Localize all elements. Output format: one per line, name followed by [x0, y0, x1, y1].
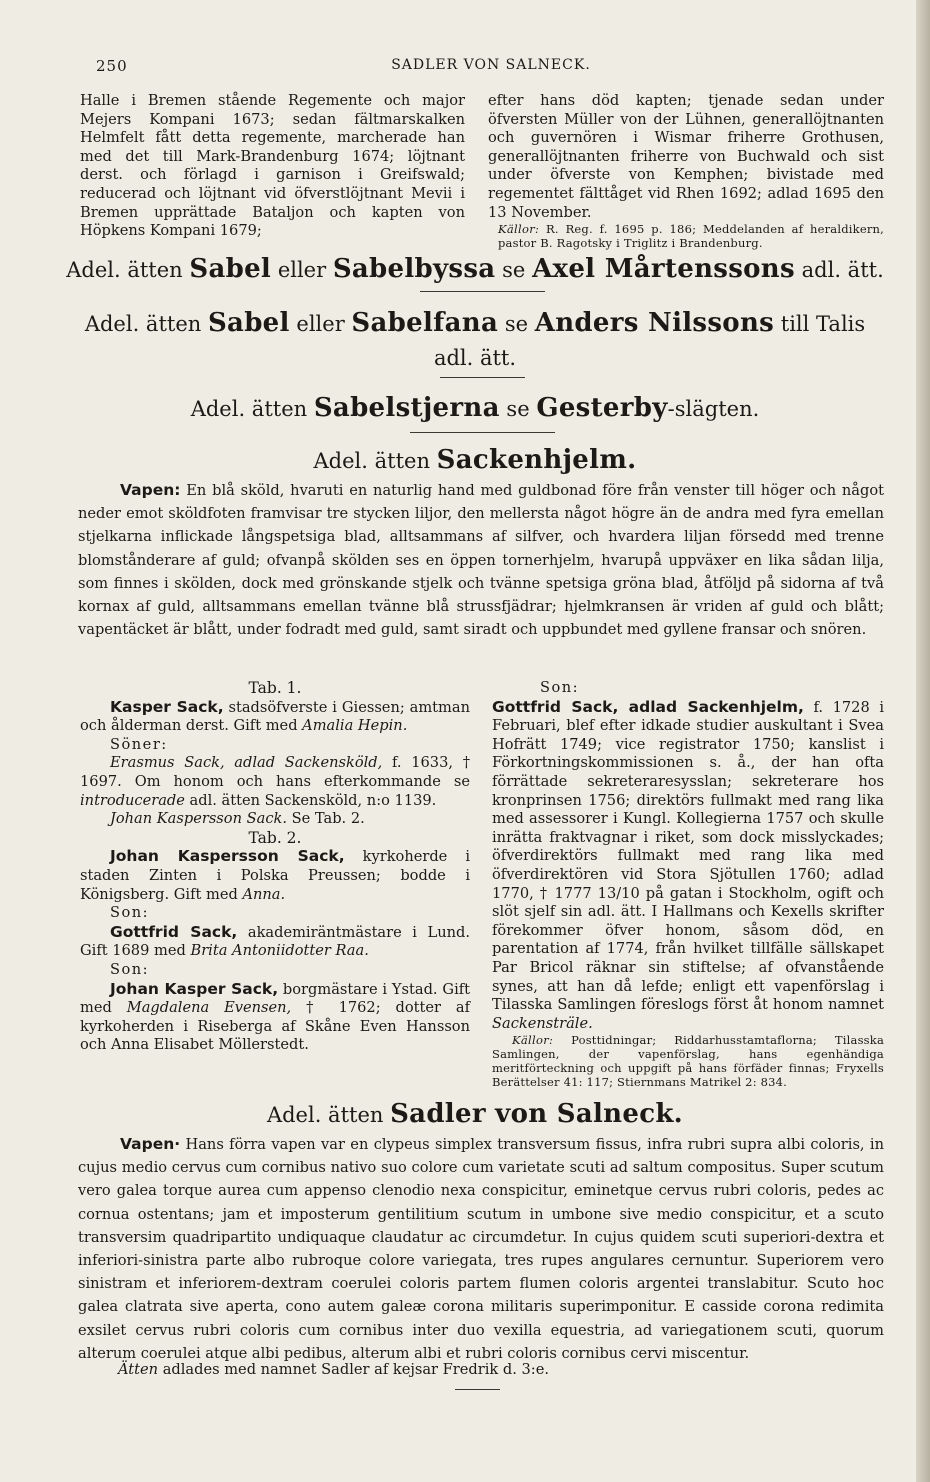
son-label-2: Son: [110, 960, 150, 978]
gottfrid-sack-lund-entry: Gottfrid Sack, akademiräntmästare i Lund. Gift 1689 med Brita Antoniidotter Raa. [80, 922, 471, 960]
son-label-1: Son: [110, 904, 150, 922]
sackenhjelm-vapen [78, 479, 884, 641]
erasmus-entry: Erasmus Sack, adlad Sackensköld, f. 1633, † 1697. Om honom och hans efterkommande se introducerade adl. ätten Sackensköld, n:o 1139. [80, 754, 471, 809]
sackenhjelm-left-column [80, 679, 470, 1055]
top-right-text: efter hans död kapten; tjenade sedan under öfversten Müller von der Lühnen, generallöjtnanten och guvernören i Wismar friherre Grothusen, generallöjtnanten friherre von Buchwald och sist under öfverste von Kemphen; bivistade med regementet fälttåget vid Rhen 1692; adlad 1695 den 13 November. [488, 92, 884, 221]
gottfrid-sackenhjelm-entry: Gottfrid Sack, adlad Sackenhjelm, f. 1728 i Februari, blef efter idkade studier auskultant i Svea Hofrätt 1749; vice registrator 1750; kanslist i Förkortningskommissionen s. å., der han ofta förrättade sekreteraresysslan; sekreterare hos kronprinsen 1756; direktörs fullmakt med rang lika med assessorer i Kungl. Kollegierna 1757 och skulle inrätta fraktvagnar i riket, som dock misslyckades; öfverdirektörs fullmakt med rang lika med öfverdirektören vid Stora Sjötullen 1760; adlad 1770, † 1777 13/10 på gatan i Stockholm, ogift och slöt sjelf sin adl. ätt. I Hallmans och Kexells skrifter förekommer öfver honom, såsom död, en parentation af 1774, från hvilket tillfälle sällskapet Par Bricol räknar sin stiftelse; af ofvanstående synes, att han då lefde; enligt ett vapenförslag i Tilasska Samlingen föreslogs först åt honom namnet Sackensträle. [492, 697, 884, 1032]
page-number: 250 [96, 57, 128, 75]
ref-sabel-sabelbyssa: Adel. ätten Sabel eller Sabelbyssa se Axel Mårtenssons adl. ätt. [66, 254, 884, 284]
running-title: SADLER VON SALNECK. [391, 57, 591, 73]
kasper-sack-entry: Kasper Sack, stadsöfverste i Giessen; amtman och ålderman derst. Gift med Amalia Hepin. [80, 697, 470, 735]
divider [455, 1389, 500, 1390]
heading-sadler: Adel. ätten Sadler von Salneck. [266, 1099, 684, 1129]
son-label-right: Son: [540, 679, 580, 696]
ref-sabelstjerna: Adel. ätten Sabelstjerna se Gesterby-slägten. [190, 393, 760, 423]
johan-sack-entry: Johan Kaspersson Sack, kyrkoherde i staden Zinten i Polska Preussen; bodde i Königsberg. Gift med Anna. [80, 847, 470, 903]
divider [440, 377, 525, 378]
page-edge [916, 0, 930, 1482]
sackenhjelm-sources: Källor: Posttidningar; Riddarhusstamtaflorna; Tilasska Samlingen, der vapenförslag, hans egenhändiga meritförteckning och uppgift på hans förfäder finnas; Fryxells Berättelser 41: 117; Stiernmans Matrikel 2: 834. [492, 1033, 884, 1090]
vapen-label: Vapen· [120, 1135, 181, 1153]
sadler-note: Ätten adlades med namnet Sadler af kejsar Fredrik d. 3:e. [118, 1361, 549, 1378]
soner-label: Söner: [110, 735, 168, 753]
top-left-column [80, 92, 465, 241]
top-right-sources: Källor: R. Reg. f. 1695 p. 186; Meddelanden af heraldikern, pastor B. Ragotsky i Triglitz i Brandenburg. [498, 222, 884, 251]
ref-sabel-sabelfana: Adel. ätten Sabel eller Sabelfana se Anders Nilssons till Talis adl. ätt. [84, 308, 866, 370]
tab-2-label: Tab. 2. [248, 828, 302, 847]
sackenhjelm-right-column [492, 679, 884, 1089]
divider [420, 291, 545, 292]
vapen-text: En blå sköld, hvaruti en naturlig hand med guldbonad före från venster till höger och något neder emot sköldfoten framvisar tre stycken liljor, den mellersta något högre än de andra med fyra emellan stjelkarna inflickade långspetsiga blad, alltsammans af silfver, och hvardera liljan försedd med trenne blomstånderare af guld; ofvanpå skölden ses en öppen tornerhjelm, hvarupå uppväxer en lika sådan lilja, som finnes i skölden, dock med grönskande stjelk och tvänne spetsiga gröna blad, åtföljd på sidorna af två kornax af guld, alltsammans emellan tvänne blå strussfjädrar; hjelmkransen är vriden af guld och blått; vapentäcket är blått, under fodradt med guld, samt siradt och uppbundet med gyllene fransar och snören. [78, 482, 884, 639]
divider [410, 432, 555, 433]
johan-kasper-sack-entry: Johan Kasper Sack, borgmästare i Ystad. Gift med Magdalena Evensen, † 1762; dotter af kyrkoherden i Riseberga af Skåne Even Hansson och Anna Elisabet Möllerstedt. [80, 979, 471, 1054]
running-header [96, 57, 886, 81]
sadler-vapen [78, 1133, 884, 1365]
heading-sackenhjelm: Adel. ätten Sackenhjelm. [313, 445, 637, 475]
tab-1-label: Tab. 1. [248, 679, 302, 697]
johan-k-ref: Johan Kaspersson Sack. Se Tab. 2. [110, 810, 365, 828]
vapen-text: Hans förra vapen var en clypeus simplex transversum fissus, infra rubri supra albi coloris, in cujus medio cervus cum cornibus nativo suo colore cum varietate scuti ad saltum compositus. Super scutum vero galea torque aurea cum appenso clenodio nexa conspicitur, eminetque cervus rubri coloris, pedes ac cornua ostentans; jam et imposterum gentilitium scutum in umbone sive medio conspicitur, et a scuto transversim quadripartito undiquaque claudatur ac circumdetur. In cujus quidem scuti superiori-dextra et inferiori-sinistra parte albo rubroque colore variegata, tres rupes angulares cernuntur. Superiorem vero sinistram et inferiorem-dextram coerulei coloris partem flumen coloris argentei translabitur. Scuto hoc galea clatrata sive aperta, cono autem galeæ corona militaris superimponitur. E casside corona redimita exsilet cervus rubri coloris cum cornibus inter duo vexilla equestria, ad variegationem scuti, quorum alterum coerulei atque albi pedibus, alterum albi et rubri coloris cornibus cervi miscentur. [78, 1136, 884, 1362]
top-right-column [488, 92, 884, 250]
top-left-text: Halle i Bremen stående Regementе och major Mejers Kompani 1673; sedan fältmarskalken Helmfelt fått detta regemente, marcherade han med det till Mark-Brandenburg 1674; löjtnant derst. och förlagd i garnison i Greifswald; reducerad och löjtnant vid öfverstlöjtnant Mevii i Bremen upprättade Bataljon och kapten von Höpkens Kompani 1679; [80, 92, 465, 240]
vapen-label: Vapen: [120, 481, 181, 499]
